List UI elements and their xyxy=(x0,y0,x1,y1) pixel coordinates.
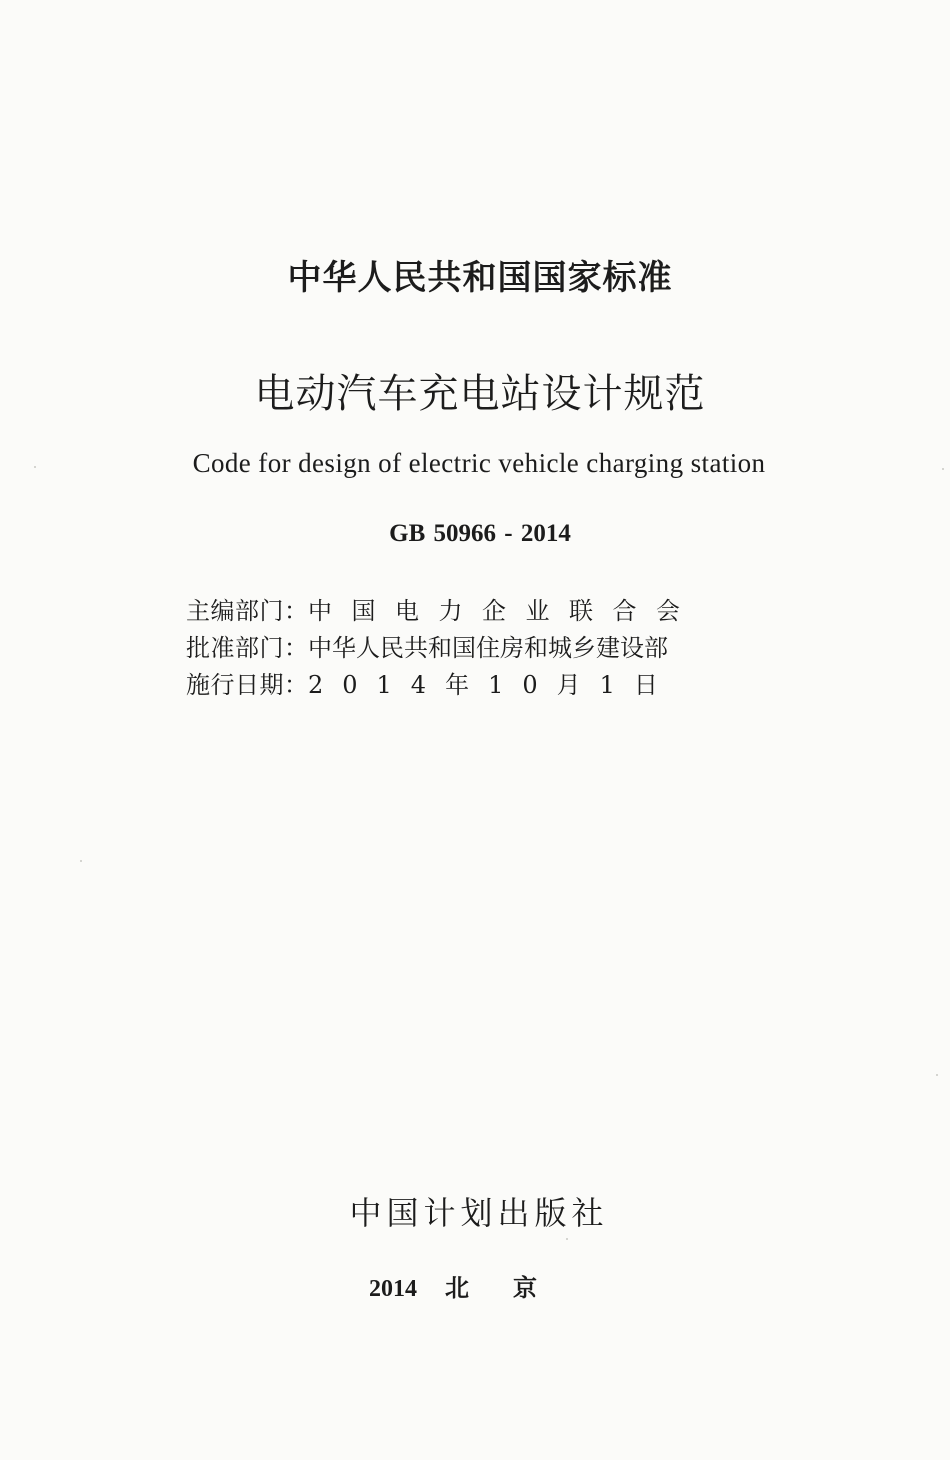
title-chinese: 电动汽车充电站设计规范 xyxy=(254,371,706,417)
meta-value: 2014年10月1日 xyxy=(308,670,677,699)
scan-speck xyxy=(80,860,82,862)
publication-place xyxy=(0,1268,950,1303)
standard-type: 中华人民共和国国家标准 xyxy=(287,258,673,298)
title-english: Code for design of electric vehicle charging station xyxy=(192,448,766,478)
meta-separator: ： xyxy=(284,633,308,662)
meta-separator: ： xyxy=(284,670,308,699)
meta-value: 中华人民共和国住房和城乡建设部 xyxy=(308,633,668,662)
metadata-block xyxy=(186,590,746,701)
scan-speck xyxy=(566,1238,568,1240)
publication-city: 北京 xyxy=(445,1274,581,1302)
meta-row-editor xyxy=(186,590,746,626)
scan-speck xyxy=(942,468,944,470)
meta-value: 中国电力企业联合会 xyxy=(308,596,700,625)
scan-speck xyxy=(936,1074,938,1076)
meta-separator: ： xyxy=(284,596,308,625)
publisher: 中国计划出版社 xyxy=(349,1194,609,1232)
meta-label: 施行日期 xyxy=(186,670,284,699)
meta-label: 批准部门 xyxy=(186,633,284,662)
scan-speck xyxy=(34,466,36,468)
standard-code: GB 50966 - 2014 xyxy=(389,520,571,547)
meta-row-effective-date xyxy=(186,664,746,700)
publication-year: 2014 xyxy=(369,1276,417,1302)
meta-label: 主编部门 xyxy=(186,596,284,625)
meta-row-approver xyxy=(186,627,746,663)
